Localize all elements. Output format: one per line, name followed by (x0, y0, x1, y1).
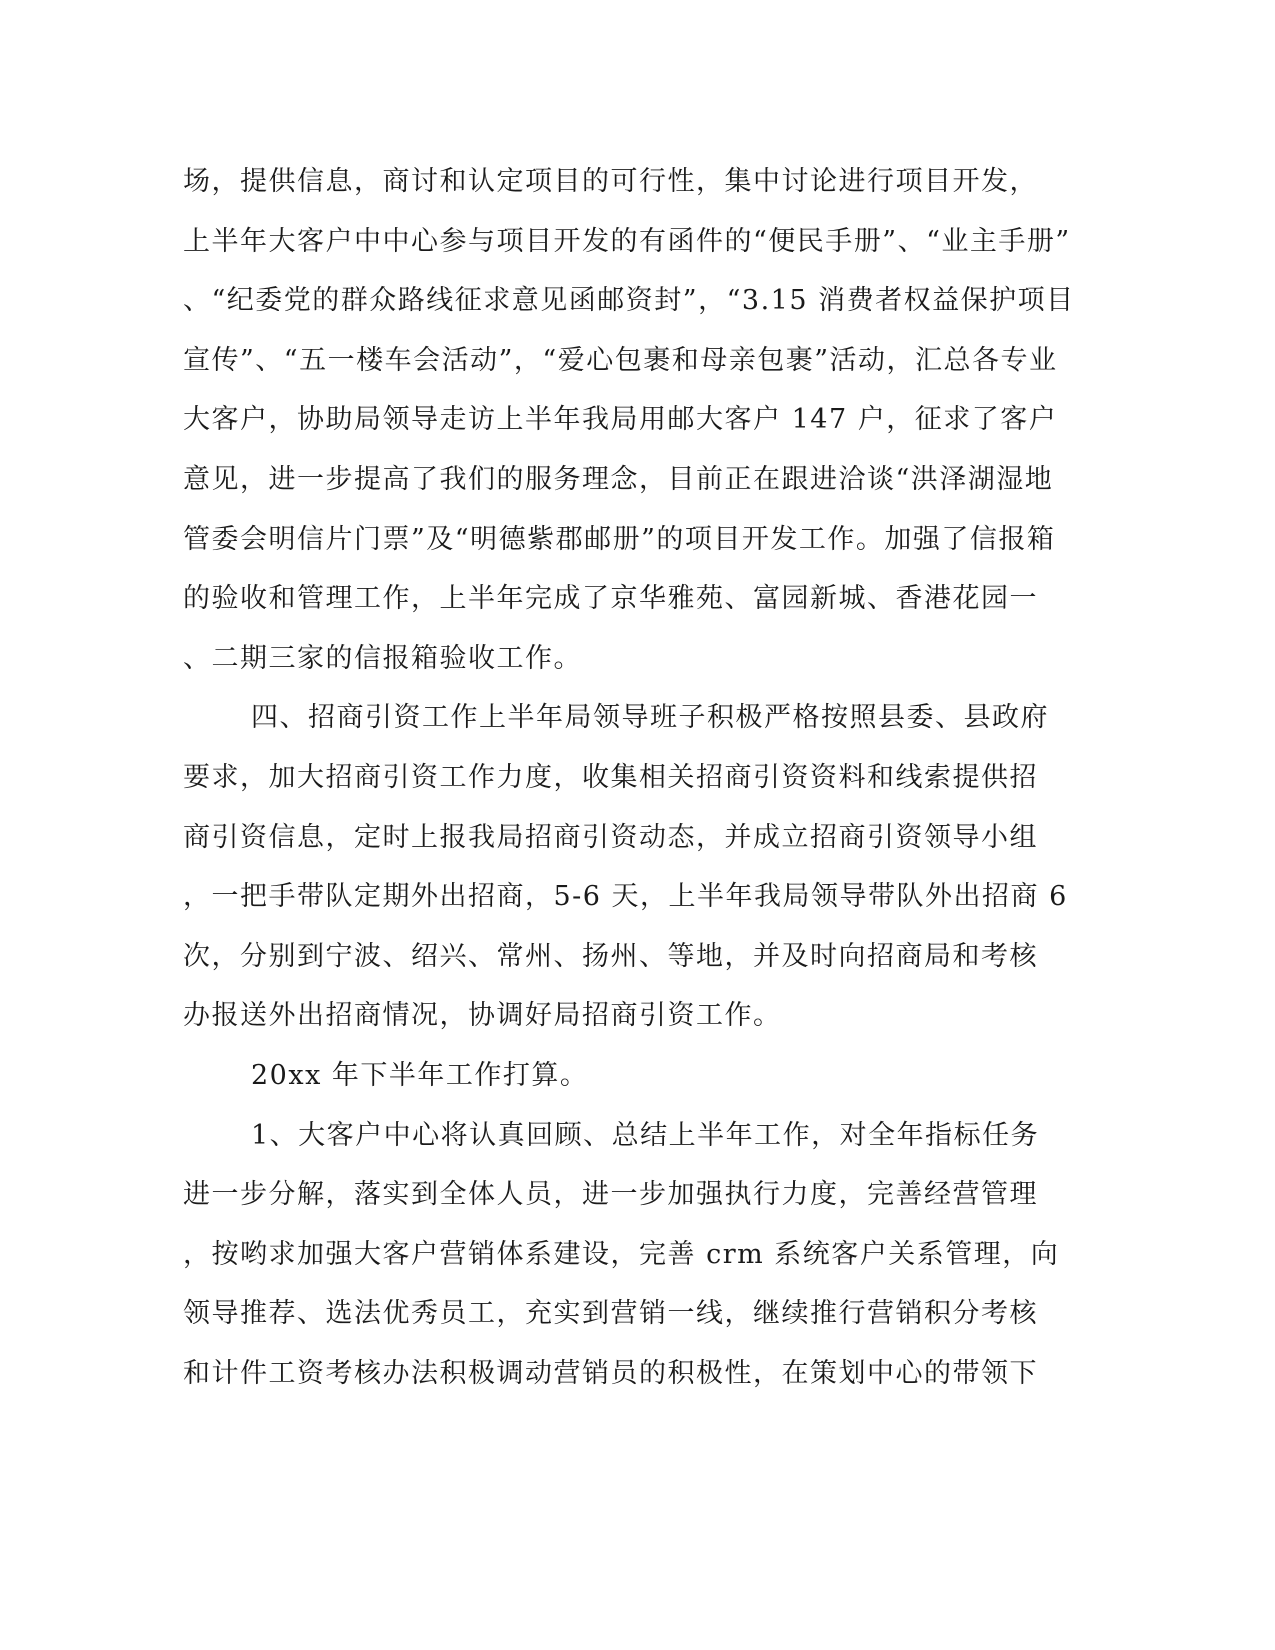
section-heading-line: 四、招商引资工作上半年局领导班子积极严格按照县委、县政府 (251, 702, 1049, 734)
text-line: 的验收和管理工作，上半年完成了京华雅苑、富园新城、香港花园一 (183, 583, 1038, 615)
plan-heading-line: 20xx 年下半年工作打算。 (251, 1059, 589, 1091)
text-line: 次，分别到宁波、绍兴、常州、扬州、等地，并及时向招商局和考核 (183, 940, 1038, 972)
text-line: 管委会明信片门票”及“明德紫郡邮册”的项目开发工作。加强了信报箱 (183, 523, 1056, 555)
document-body (183, 162, 1075, 1413)
text-line: 和计件工资考核办法积极调动营销员的积极性，在策划中心的带领下 (183, 1357, 1038, 1389)
text-line: 场，提供信息，商讨和认定项目的可行性，集中讨论进行项目开发， (183, 166, 1038, 197)
text-line: 进一步分解，落实到全体人员，进一步加强执行力度，完善经营管理 (183, 1179, 1038, 1211)
numbered-item-line: 1、大客户中心将认真回顾、总结上半年工作，对全年指标任务 (251, 1119, 1040, 1151)
text-line: ，一把手带队定期外出招商，5-6 天，上半年我局领导带队外出招商 6 (183, 881, 1068, 913)
text-line: 领导推荐、选法优秀员工，充实到营销一线，继续推行营销积分考核 (183, 1298, 1038, 1330)
text-line: 上半年大客户中中心参与项目开发的有函件的“便民手册”、“业主手册” (183, 225, 1071, 257)
text-line: 办报送外出招商情况，协调好局招商引资工作。 (183, 1000, 782, 1032)
text-line: ，按哟求加强大客户营销体系建设，完善 crm 系统客户关系管理，向 (183, 1238, 1060, 1270)
text-line: 、“纪委党的群众路线征求意见函邮资封”，“3.15 消费者权益保护项目 (183, 285, 1075, 317)
text-line: 、二期三家的信报箱验收工作。 (183, 642, 582, 674)
text-line: 要求，加大招商引资工作力度，收集相关招商引资资料和线索提供招 (183, 761, 1038, 793)
text-line: 意见，进一步提高了我们的服务理念，目前正在跟进洽谈“洪泽湖湿地 (183, 463, 1054, 495)
text-line: 宣传”、“五一楼车会活动”，“爱心包裹和母亲包裹”活动，汇总各专业 (183, 344, 1058, 376)
text-line: 大客户，协助局领导走访上半年我局用邮大客户 147 户，征求了客户 (183, 404, 1058, 436)
text-line: 商引资信息，定时上报我局招商引资动态，并成立招商引资领导小组 (183, 821, 1038, 853)
